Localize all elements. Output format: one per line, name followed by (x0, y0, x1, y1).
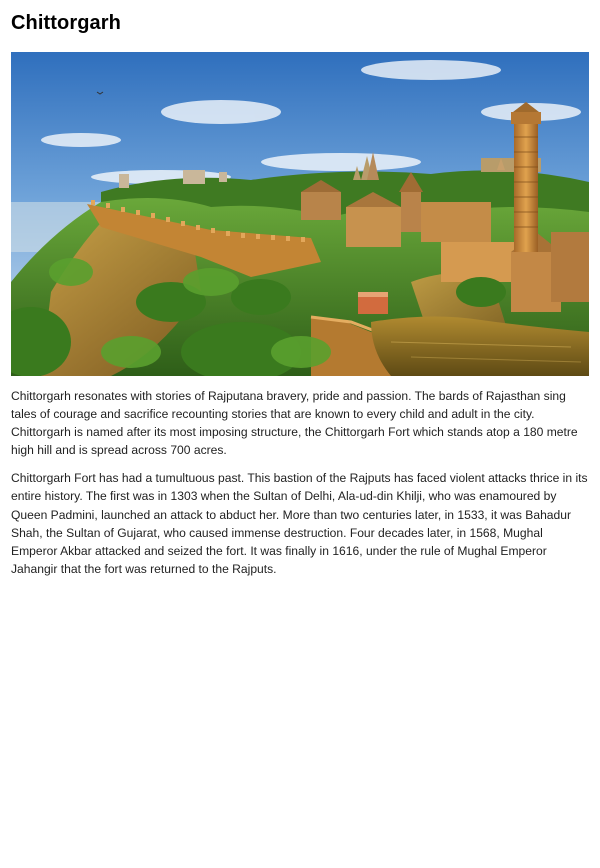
paragraph-history: Chittorgarh Fort has had a tumultuous past. This bastion of the Rajputs has faced violent attacks thrice in its entire history. The first was in 1303 when the Sultan of Delhi, Ala-ud-din Khilji, who was enamoured by Queen Padmini, launched an attack to abduct her. More than two centuries later, in 1533, it was Bahadur Shah, the Sultan of Gujarat, who caused immense destruction. Four decades later, in 1568, Mughal Emperor Akbar attacked and seized the fort. It was finally in 1616, under the rule of Mughal Emperor Jahangir that the fort was returned to the Rajputs. (11, 471, 588, 576)
paragraph-intro: Chittorgarh resonates with stories of Rajputana bravery, pride and passion. The bards of Rajasthan sing tales of courage and sacrifice recounting stories that are known to every child and adult in the city. Chittorgarh is named after its most imposing structure, the Chittorgarh Fort which stands atop a 180 metre high hill and is spread across 700 acres. (11, 389, 578, 458)
fort-illustration (11, 52, 589, 376)
page-title: Chittorgarh (11, 12, 121, 34)
article-body (11, 387, 589, 588)
hero-image (11, 52, 589, 376)
